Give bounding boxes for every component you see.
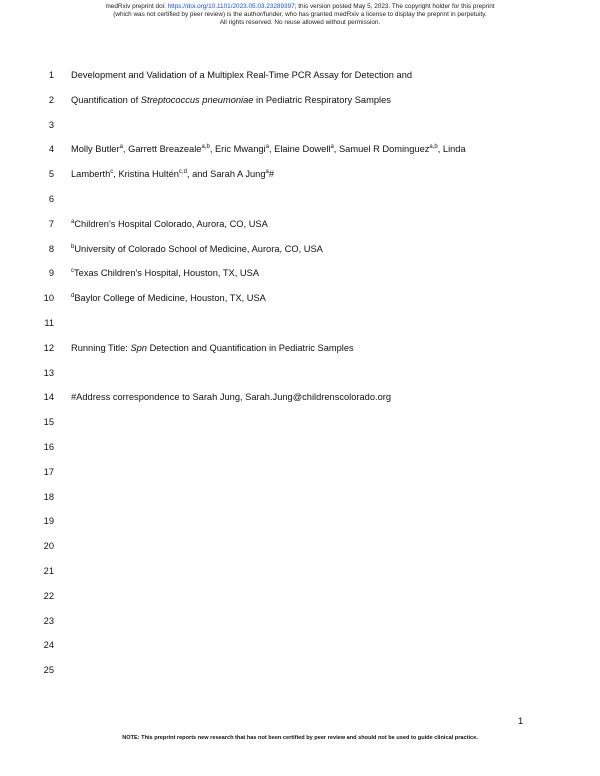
text-run: Quantification of	[71, 94, 141, 105]
line-text	[71, 291, 266, 305]
preprint-footer-note: NOTE: This preprint reports new research that has not been certified by peer review and should not be used to guide clinical practice.	[122, 735, 478, 741]
manuscript-line	[0, 490, 600, 504]
manuscript-line	[0, 440, 600, 454]
header-line-2: (which was not certified by peer review) is the author/funder, who has granted medRxiv a license to display the preprint in perpetuity.	[113, 11, 487, 18]
manuscript-line	[0, 514, 600, 528]
manuscript-line	[0, 68, 600, 82]
affiliation-superscript: a	[119, 144, 123, 151]
manuscript-line	[0, 663, 600, 677]
affiliation-superscript: a	[265, 144, 269, 151]
line-number: 8	[48, 243, 54, 254]
line-text	[71, 142, 466, 156]
manuscript-line	[0, 539, 600, 553]
line-number: 18	[43, 491, 54, 502]
line-number: 6	[48, 194, 54, 204]
line-number: 20	[43, 541, 54, 552]
manuscript-line	[0, 167, 600, 181]
manuscript-line	[0, 316, 600, 330]
line-number: 16	[43, 442, 54, 452]
manuscript-line	[0, 242, 600, 256]
manuscript-line	[0, 589, 600, 603]
line-number: 9	[48, 268, 54, 279]
text-run: Lamberth	[71, 169, 111, 180]
line-text	[71, 93, 391, 107]
italic-text: Spn	[130, 342, 147, 353]
manuscript-line	[0, 465, 600, 479]
manuscript-line	[0, 638, 600, 652]
line-text	[71, 341, 354, 355]
manuscript-line	[0, 291, 600, 305]
manuscript-line	[0, 93, 600, 107]
line-number: 7	[48, 218, 54, 229]
manuscript-line	[0, 366, 600, 380]
manuscript-line	[0, 192, 600, 206]
line-text	[71, 68, 412, 82]
affiliation-superscript: c	[110, 169, 114, 176]
line-number: 12	[43, 342, 54, 353]
line-number: 4	[48, 144, 54, 155]
manuscript-line	[0, 142, 600, 156]
manuscript-line	[0, 217, 600, 231]
text-run: , Garrett Breazeale	[122, 144, 202, 155]
line-number: 25	[43, 665, 54, 676]
text-run: , Linda	[437, 144, 466, 155]
line-number: 24	[43, 640, 54, 651]
line-number: 13	[43, 367, 54, 378]
affiliation-superscript: a,b	[201, 144, 210, 151]
text-run: in Pediatric Respiratory Samples	[253, 94, 391, 105]
text-run: Molly Butler	[71, 144, 120, 155]
manuscript-line	[0, 390, 600, 404]
manuscript-line	[0, 614, 600, 628]
manuscript-line	[0, 341, 600, 355]
line-number: 14	[43, 392, 54, 403]
page-number: 1	[518, 716, 524, 726]
header-line-3: All rights reserved. No reuse allowed without permission.	[219, 19, 381, 26]
text-run: , and Sarah A Jung	[186, 169, 266, 180]
affiliation-superscript: a	[71, 218, 75, 225]
doi-link[interactable]: https://doi.org/10.1101/2023.05.03.23289397	[167, 3, 295, 10]
header-line-1: medRxiv preprint doi: https://doi.org/10.1101/2023.05.03.23289397; this version posted May 5, 2023. The copyright holder for this preprint	[105, 3, 495, 10]
affiliation-superscript: a,b	[429, 144, 438, 151]
line-number: 3	[48, 119, 54, 130]
text-run: Development and Validation of a Multiplex Real-Time PCR Assay for Detection and	[71, 70, 413, 80]
manuscript-line	[0, 415, 600, 429]
text-run: , Eric Mwangi	[209, 144, 266, 155]
line-number: 11	[44, 318, 54, 328]
text-run: Detection and Quantification in Pediatric Samples	[146, 342, 354, 353]
line-text	[71, 167, 274, 181]
line-number: 2	[48, 94, 54, 105]
line-number: 21	[43, 566, 54, 576]
text-run: University of Colorado School of Medicine, Aurora, CO, USA	[74, 243, 323, 254]
line-text	[71, 242, 323, 256]
line-number: 17	[43, 466, 54, 477]
affiliation-superscript: d	[71, 293, 75, 300]
affiliation-superscript: a	[265, 169, 269, 176]
text-run: #Address correspondence to Sarah Jung, Sarah.Jung@childrenscolorado.org	[71, 392, 392, 403]
line-text	[71, 266, 259, 280]
affiliation-superscript: a	[330, 144, 334, 151]
preprint-header	[0, 3, 600, 27]
line-text	[71, 217, 268, 231]
line-number: 19	[43, 516, 54, 527]
line-number: 15	[43, 417, 54, 428]
italic-text: Streptococcus pneumoniae	[140, 94, 254, 105]
text-run: Baylor College of Medicine, Houston, TX, USA	[74, 293, 266, 304]
line-number: 22	[43, 590, 54, 601]
line-number: 23	[43, 615, 54, 626]
line-number: 10	[43, 293, 54, 304]
manuscript-line	[0, 564, 600, 578]
text-run: , Elaine Dowell	[268, 144, 331, 155]
line-number: 1	[48, 70, 54, 80]
manuscript-line	[0, 118, 600, 132]
text-run: Running Title:	[71, 342, 131, 353]
text-run: Children's Hospital Colorado, Aurora, CO, USA	[74, 218, 268, 229]
affiliation-superscript: c,d	[178, 169, 187, 176]
text-run: , Samuel R Dominguez	[333, 144, 430, 155]
text-run: , Kristina Hultén	[113, 169, 179, 180]
line-number: 5	[48, 169, 54, 180]
manuscript-line	[0, 266, 600, 280]
line-text	[71, 390, 391, 404]
affiliation-superscript: b	[71, 243, 75, 250]
text-run: #	[268, 169, 275, 180]
affiliation-superscript: c	[71, 268, 74, 275]
text-run: Texas Children's Hospital, Houston, TX, USA	[74, 268, 260, 279]
